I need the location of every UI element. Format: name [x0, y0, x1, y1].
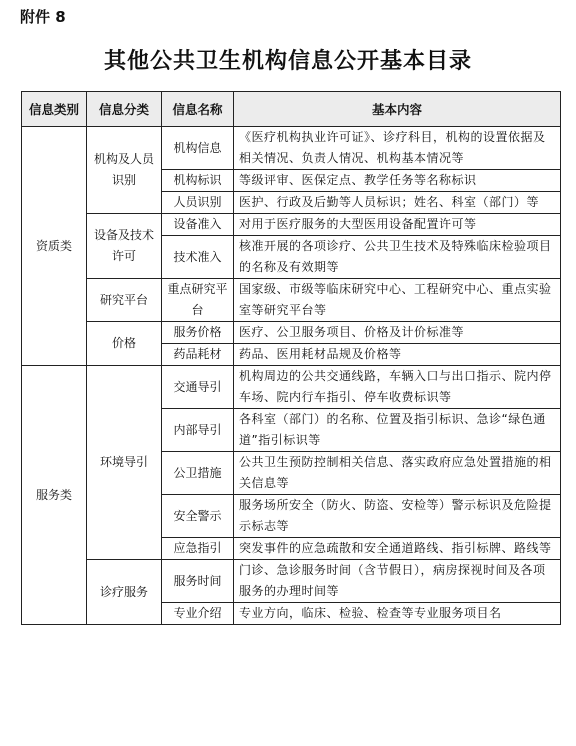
group-cell: 诊疗服务 [87, 560, 162, 625]
content-cell: 对用于医疗服务的大型医用设备配置许可等 [234, 214, 561, 236]
column-header-content: 基本内容 [234, 92, 561, 127]
table-header-row [22, 92, 561, 127]
name-cell: 药品耗材 [162, 344, 234, 366]
category-cell: 资质类 [22, 127, 87, 366]
table-row [22, 214, 561, 236]
table-row [22, 560, 561, 603]
content-cell: 服务场所安全（防火、防盗、安检等）警示标识及危险提示标志等 [234, 495, 561, 538]
content-cell: 医护、行政及后勤等人员标识；姓名、科室（部门）等 [234, 192, 561, 214]
name-cell: 机构信息 [162, 127, 234, 170]
name-cell: 人员识别 [162, 192, 234, 214]
name-cell: 应急指引 [162, 538, 234, 560]
name-cell: 专业介绍 [162, 603, 234, 625]
table-row [22, 366, 561, 409]
group-cell: 研究平台 [87, 279, 162, 322]
name-cell: 安全警示 [162, 495, 234, 538]
name-cell: 服务时间 [162, 560, 234, 603]
content-cell: 突发事件的应急疏散和安全通道路线、指引标牌、路线等 [234, 538, 561, 560]
name-cell: 机构标识 [162, 170, 234, 192]
table-row [22, 322, 561, 344]
content-cell: 专业方向，临床、检验、检查等专业服务项目名 [234, 603, 561, 625]
content-cell: 《医疗机构执业许可证》、诊疗科目，机构的设置依据及相关情况、负责人情况、机构基本情况等 [234, 127, 561, 170]
name-cell: 重点研究平台 [162, 279, 234, 322]
table-row [22, 127, 561, 170]
content-cell: 各科室（部门）的名称、位置及指引标识、急诊“绿色通道”指引标识等 [234, 409, 561, 452]
content-cell: 药品、医用耗材品规及价格等 [234, 344, 561, 366]
group-cell: 环境导引 [87, 366, 162, 560]
column-header-classification: 信息分类 [87, 92, 162, 127]
attachment-label: 附件 8 [20, 8, 66, 26]
content-cell: 核准开展的各项诊疗、公共卫生技术及特殊临床检验项目的名称及有效期等 [234, 236, 561, 279]
page-title: 其他公共卫生机构信息公开基本目录 [103, 48, 472, 74]
name-cell: 交通导引 [162, 366, 234, 409]
column-header-category: 信息类别 [22, 92, 87, 127]
column-header-name: 信息名称 [162, 92, 234, 127]
content-cell: 医疗、公卫服务项目、价格及计价标准等 [234, 322, 561, 344]
name-cell: 公卫措施 [162, 452, 234, 495]
content-cell: 等级评审、医保定点、教学任务等名称标识 [234, 170, 561, 192]
name-cell: 技术准入 [162, 236, 234, 279]
name-cell: 内部导引 [162, 409, 234, 452]
group-cell: 价格 [87, 322, 162, 366]
group-cell: 设备及技术许可 [87, 214, 162, 279]
content-cell: 公共卫生预防控制相关信息、落实政府应急处置措施的相关信息等 [234, 452, 561, 495]
name-cell: 服务价格 [162, 322, 234, 344]
table-row [22, 279, 561, 322]
content-cell: 国家级、市级等临床研究中心、工程研究中心、重点实验室等研究平台等 [234, 279, 561, 322]
name-cell: 设备准入 [162, 214, 234, 236]
category-cell: 服务类 [22, 366, 87, 625]
catalog-table [21, 91, 561, 625]
content-cell: 门诊、急诊服务时间（含节假日），病房探视时间及各项服务的办理时间等 [234, 560, 561, 603]
content-cell: 机构周边的公共交通线路，车辆入口与出口指示、院内停车场、院内行车指引、停车收费标识等 [234, 366, 561, 409]
group-cell: 机构及人员识别 [87, 127, 162, 214]
